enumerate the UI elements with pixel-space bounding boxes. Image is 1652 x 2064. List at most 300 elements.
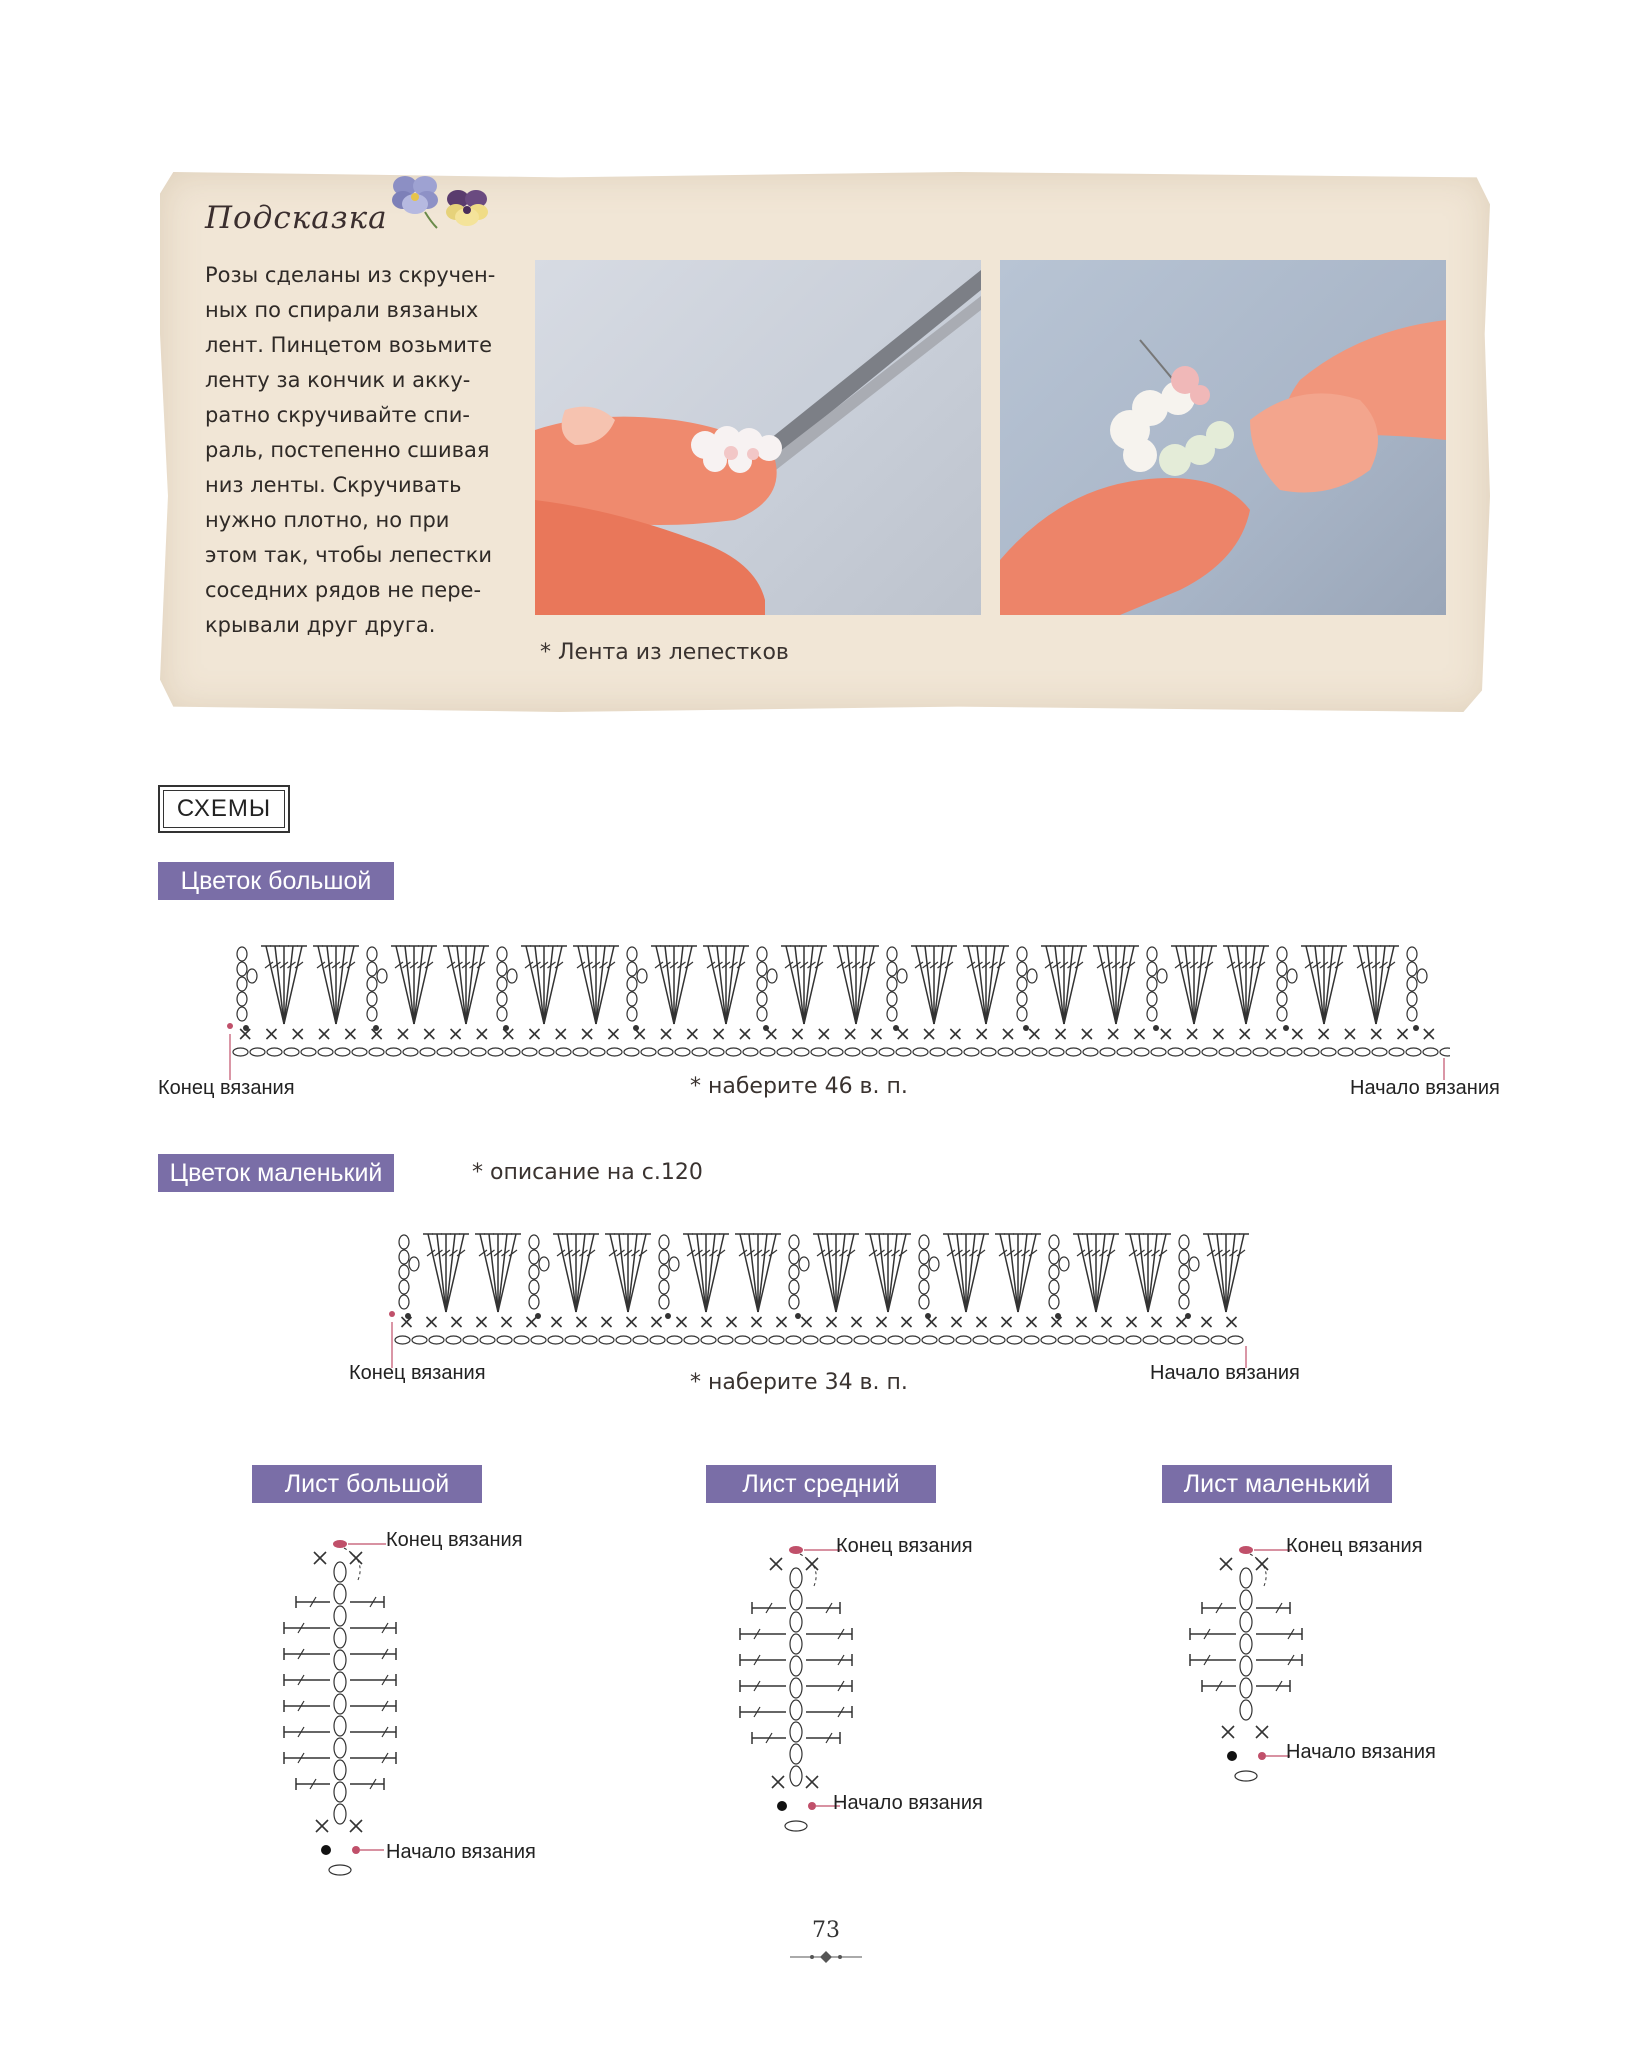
chain-stitch [701,1336,716,1344]
chain-stitch [582,1336,597,1344]
tip-text-line: соседних рядов не пере- [205,578,482,602]
chain-stitch [789,1265,799,1279]
chain-stitch [1147,992,1157,1006]
chain-stitch [887,947,897,961]
treble-stitch [1096,1234,1114,1312]
chain-stitch [1017,947,1027,961]
chain-stitch [786,1336,801,1344]
flower-large-start-label: Начало вязания [1350,1077,1500,1099]
chain-stitch [887,977,897,991]
leaf-medium-end-label: Конец вязания [836,1535,973,1557]
chain-stitch [1389,1048,1404,1056]
chain-stitch [1270,1048,1285,1056]
chain-stitch [799,1257,809,1271]
tip-title: Подсказка [205,200,388,236]
treble-stitch-bar [639,1250,647,1256]
treble-stitch-bar [947,1250,955,1256]
chain-stitch [1049,1280,1059,1294]
chain-stitch [1134,1048,1149,1056]
treble-stitch [697,1234,706,1312]
treble-stitch [480,1234,498,1312]
treble-stitch-bar [1159,1250,1167,1256]
chain-stitch [973,1336,988,1344]
flower-small-end-label: Конец вязания [349,1362,486,1384]
chain-stitch [633,1336,648,1344]
tip-text-line: ных по спирали вязаных [205,298,479,322]
treble-stitch-bar [587,1250,595,1256]
chain-stitch [409,1257,419,1271]
chain-stitch [237,977,247,991]
chain-stitch [463,1336,478,1344]
treble-stitch [457,946,466,1024]
flower-small-chain-note: * наберите 34 в. п. [690,1370,908,1395]
flower-small-description-note: * описание на с.120 [472,1160,703,1185]
chain-stitch [237,992,247,1006]
treble-stitch [1306,946,1324,1024]
chain-stitch [1017,992,1027,1006]
leaf-small-end-label: Конец вязания [1286,1535,1423,1557]
chain-stitch [1092,1336,1107,1344]
treble-stitch [786,946,804,1024]
treble-stitch [466,946,475,1024]
chain-stitch [1194,1336,1209,1344]
flower-small-start-label: Начало вязания [1150,1362,1300,1384]
chain-stitch [488,1048,503,1056]
treble-stitch-bar [1045,962,1053,968]
treble-stitch [1324,946,1333,1024]
chain-stitch [1277,992,1287,1006]
chain-stitch [529,1265,539,1279]
chain-stitch [1117,1048,1132,1056]
chain-stitch [789,1250,799,1264]
chain-stitch [590,1048,605,1056]
treble-stitch [1087,1234,1096,1312]
treble-stitch [795,946,804,1024]
chain-stitch [334,1694,346,1714]
treble-stitch-bar [977,1250,985,1256]
treble-stitch [1217,1234,1226,1312]
chain-stitch [403,1048,418,1056]
treble-stitch [836,1234,854,1312]
chain-stitch [334,1716,346,1736]
chain-stitch [956,1336,971,1344]
slip-stitch-dot [321,1845,331,1855]
chain-stitch [790,1700,802,1720]
chain-stitch [627,992,637,1006]
chain-stitch [1189,1257,1199,1271]
chain-stitch [399,1265,409,1279]
chain-stitch [369,1048,384,1056]
chain-stitch [1338,1048,1353,1056]
chain-stitch [1147,1007,1157,1021]
treble-stitch [758,1234,776,1312]
slip-stitch-dot [1283,1025,1289,1031]
chain-stitch [1277,962,1287,976]
chain-stitch [1240,1656,1252,1676]
tip-text-line: этом так, чтобы лепестки [205,543,493,567]
treble-stitch [879,1234,888,1312]
treble-stitch-bar [557,1250,565,1256]
treble-stitch [818,1234,836,1312]
treble-stitch [327,946,336,1024]
treble-stitch [284,946,293,1024]
tip-text-line: нужно плотно, но при [205,508,450,532]
treble-stitch-bar [607,962,615,968]
treble-stitch [934,946,952,1024]
treble-stitch [1194,946,1203,1024]
end-marker [1239,1546,1253,1554]
chain-stitch [1277,1007,1287,1021]
treble-stitch-bar [395,962,403,968]
chain-stitch [352,1048,367,1056]
treble-stitch [726,946,735,1024]
tip-text-line: ратно скручивайте спи- [205,403,470,427]
treble-stitch-bar [477,962,485,968]
chain-stitch [556,1048,571,1056]
chain-stitch [1253,1048,1268,1056]
chain-stitch [616,1336,631,1344]
chain-stitch [659,1295,669,1309]
treble-stitch-bar [1205,962,1213,968]
treble-stitch-bar [915,962,923,968]
treble-stitch [1376,946,1394,1024]
chain-stitch [334,1628,346,1648]
treble-stitch-bar [1387,962,1395,968]
flower-small-badge: Цветок маленький [158,1154,394,1192]
chain-stitch [862,1048,877,1056]
treble-stitch [576,1234,594,1312]
page-number: 73 [812,1918,840,1943]
chain-stitch [497,992,507,1006]
chain-stitch [377,969,387,983]
chain-stitch [335,1048,350,1056]
chain-stitch [1304,1048,1319,1056]
leaf-medium-start-label: Начало вязания [833,1792,983,1814]
chain-stitch [794,1048,809,1056]
chain-stitch [888,1336,903,1344]
chain-stitch [247,969,257,983]
chain-stitch [399,1280,409,1294]
treble-stitch-bar [737,962,745,968]
chain-stitch [718,1336,733,1344]
chain-stitch [334,1650,346,1670]
turn-path [344,1548,360,1580]
chain-stitch [998,1048,1013,1056]
chain-stitch [548,1336,563,1344]
chain-stitch [1059,1257,1069,1271]
chain-stitch [1007,1336,1022,1344]
chain-stitch [981,1048,996,1056]
treble-stitch [284,946,302,1024]
treble-stitch [336,946,345,1024]
treble-stitch-bar [609,1250,617,1256]
chain-stitch [1240,1590,1252,1610]
chain-stitch [767,969,777,983]
treble-stitch [275,946,284,1024]
chain-stitch [905,1336,920,1344]
leaf-medium-badge: Лист средний [706,1465,936,1503]
treble-stitch [656,946,674,1024]
slip-stitch-dot [1023,1025,1029,1031]
treble-stitch-bar [1207,1250,1215,1256]
flower-small-diagram [382,1218,1252,1368]
chain-stitch [837,1336,852,1344]
chain-stitch [1049,1265,1059,1279]
slip-stitch-dot [893,1025,899,1031]
treble-stitch [838,946,856,1024]
chain-stitch [1179,1250,1189,1264]
chain-stitch [785,1821,807,1831]
treble-stitch [1064,946,1082,1024]
treble-stitch [437,1234,446,1312]
chain-stitch [334,1782,346,1802]
chain-stitch [1355,1048,1370,1056]
flower-large-end-label: Конец вязания [158,1077,295,1099]
chain-stitch [529,1235,539,1249]
treble-stitch [1018,1234,1036,1312]
chain-stitch [607,1048,622,1056]
slip-stitch-dot [795,1313,801,1319]
chain-stitch [1168,1048,1183,1056]
leaf-small-start-label: Начало вязания [1286,1741,1436,1763]
chain-stitch [420,1048,435,1056]
treble-stitch [1358,946,1376,1024]
chain-stitch [1049,1295,1059,1309]
treble-stitch [526,946,544,1024]
chain-stitch [735,1336,750,1344]
treble-stitch [619,1234,628,1312]
treble-stitch [489,1234,498,1312]
chain-stitch [1240,1700,1252,1720]
chain-stitch [1407,1007,1417,1021]
chain-stitch [565,1336,580,1344]
chain-stitch [237,1007,247,1021]
chain-stitch [399,1295,409,1309]
treble-stitch-bar [317,962,325,968]
treble-stitch [836,1234,845,1312]
treble-stitch [558,1234,576,1312]
treble-stitch-bar [427,1250,435,1256]
chain-stitch [790,1766,802,1786]
treble-stitch-bar [525,962,533,968]
treble-stitch [1226,1234,1244,1312]
treble-stitch [1324,946,1342,1024]
chain-stitch [367,977,377,991]
end-marker [333,1540,347,1548]
treble-stitch [446,1234,455,1312]
chain-stitch [1157,969,1167,983]
start-marker [352,1846,360,1854]
chain-stitch [803,1336,818,1344]
treble-stitch-bar [1077,1250,1085,1256]
chain-stitch [1240,1568,1252,1588]
chain-stitch [627,1007,637,1021]
slip-stitch-dot [1413,1025,1419,1031]
treble-stitch [847,946,856,1024]
treble-stitch-bar [509,1250,517,1256]
leaf-large-end-label: Конец вязания [386,1529,523,1551]
chain-stitch [1440,1048,1450,1056]
tip-text-line: низ ленты. Скручивать [205,473,462,497]
chain-stitch [1240,1634,1252,1654]
chain-stitch [919,1295,929,1309]
chain-stitch [1066,1048,1081,1056]
treble-stitch-bar [1175,962,1183,968]
chain-stitch [1277,947,1287,961]
treble-stitch [535,946,544,1024]
chain-stitch [318,1048,333,1056]
chain-stitch [790,1722,802,1742]
chain-stitch [709,1048,724,1056]
treble-stitch [827,1234,836,1312]
chain-stitch [386,1048,401,1056]
chain-stitch [1032,1048,1047,1056]
treble-stitch [1107,946,1116,1024]
chain-stitch [1287,969,1297,983]
treble-stitch-bar [837,962,845,968]
chain-stitch [334,1804,346,1824]
treble-stitch-bar [869,1250,877,1256]
treble-stitch [1098,946,1116,1024]
chain-stitch [947,1048,962,1056]
slip-stitch-dot [243,1025,249,1031]
chain-stitch [789,1280,799,1294]
chain-stitch [1235,1771,1257,1781]
treble-stitch [318,946,336,1024]
schemes-heading: СХЕМЫ [158,785,290,833]
chain-stitch [726,1048,741,1056]
chain-stitch [233,1048,248,1056]
chain-stitch [497,947,507,961]
treble-stitch-bar [577,962,585,968]
treble-stitch-bar [1129,1250,1137,1256]
chain-stitch [507,969,517,983]
chain-stitch [237,947,247,961]
chain-stitch [811,1048,826,1056]
chain-stitch [757,1007,767,1021]
chain-stitch [913,1048,928,1056]
treble-stitch [934,946,943,1024]
end-marker [389,1311,395,1317]
chain-stitch [497,1007,507,1021]
treble-stitch [578,946,596,1024]
chain-stitch [790,1678,802,1698]
chain-stitch [939,1336,954,1344]
chain-stitch [1240,1678,1252,1698]
chain-stitch [1406,1048,1421,1056]
treble-stitch [266,946,284,1024]
treble-stitch [740,1234,758,1312]
treble-stitch [1096,1234,1105,1312]
treble-stitch [665,946,674,1024]
treble-stitch-bar [847,1250,855,1256]
slip-stitch-dot [535,1313,541,1319]
chain-stitch [573,1048,588,1056]
treble-stitch [966,1234,975,1312]
chain-stitch [429,1336,444,1344]
turn-path [1250,1554,1266,1586]
chain-stitch [1151,1048,1166,1056]
chain-stitch [929,1257,939,1271]
treble-stitch-bar [815,962,823,968]
treble-stitch-bar [1097,962,1105,968]
chain-stitch [760,1048,775,1056]
chain-stitch [329,1865,351,1875]
chain-stitch [497,962,507,976]
treble-stitch-bar [295,962,303,968]
treble-stitch [986,946,1004,1024]
treble-stitch [446,1234,464,1312]
chain-stitch [684,1336,699,1344]
slip-stitch-dot [1055,1313,1061,1319]
treble-stitch-bar [785,962,793,968]
chain-stitch [1185,1048,1200,1056]
chain-stitch [480,1336,495,1344]
chain-stitch [1143,1336,1158,1344]
treble-stitch [498,1234,516,1312]
treble-stitch [596,946,614,1024]
chain-stitch [1160,1336,1175,1344]
chain-stitch [1179,1280,1189,1294]
treble-stitch [1376,946,1385,1024]
end-marker [789,1546,803,1554]
chain-stitch [1211,1336,1226,1344]
treble-stitch [977,946,986,1024]
treble-stitch-bar [999,1250,1007,1256]
chain-stitch [743,1048,758,1056]
chain-stitch [854,1336,869,1344]
tip-text [205,258,505,643]
chain-stitch [497,1336,512,1344]
chain-stitch [399,1250,409,1264]
chain-stitch [919,1235,929,1249]
chain-stitch [529,1280,539,1294]
chain-stitch [871,1336,886,1344]
chain-stitch [1100,1048,1115,1056]
treble-stitch-bar [1237,1250,1245,1256]
chain-stitch [845,1048,860,1056]
treble-stitch-bar [457,1250,465,1256]
treble-stitch [414,946,423,1024]
treble-stitch-bar [997,962,1005,968]
treble-stitch [1055,946,1064,1024]
treble-stitch-bar [1107,1250,1115,1256]
chain-stitch [1058,1336,1073,1344]
treble-stitch [544,946,553,1024]
chain-stitch [777,1048,792,1056]
chain-stitch [790,1634,802,1654]
slip-stitch-dot [665,1313,671,1319]
treble-stitch [405,946,414,1024]
chain-stitch [790,1568,802,1588]
treble-stitch [1315,946,1324,1024]
chain-stitch [522,1048,537,1056]
slip-stitch-dot [405,1313,411,1319]
chain-stitch [1407,947,1417,961]
slip-stitch-dot [1227,1751,1237,1761]
chain-stitch [919,1250,929,1264]
treble-stitch-bar [1227,962,1235,968]
chain-stitch [1179,1265,1189,1279]
chain-stitch [627,977,637,991]
treble-stitch-bar [347,962,355,968]
chain-stitch [790,1656,802,1676]
flower-large-badge: Цветок большой [158,862,394,900]
treble-stitch-bar [707,962,715,968]
chain-stitch [637,969,647,983]
chain-stitch [641,1048,656,1056]
photo-tweezers [535,260,981,615]
